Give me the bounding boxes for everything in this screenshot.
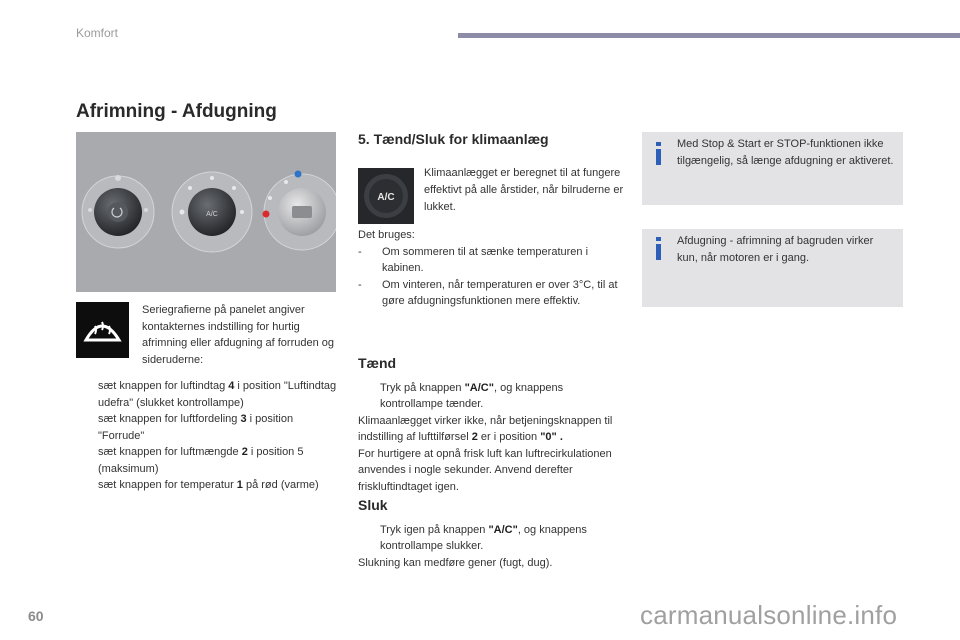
info-icon — [656, 142, 661, 146]
turn-off-heading: Sluk — [358, 497, 388, 513]
info-text: Med Stop & Start er STOP-funktionen ikke tilgængelig, så længe afdugning er aktiveret. — [677, 138, 894, 167]
dash-marker: - — [358, 245, 362, 258]
usage-intro: Det bruges: — [358, 229, 415, 241]
ac-heading: 5. Tænd/Sluk for klimaanlæg — [358, 131, 549, 147]
list-item: sæt knappen for temperatur 1 på rød (varme) — [98, 479, 319, 491]
watermark: carmanualsonline.info — [640, 600, 898, 630]
usage-block — [358, 227, 620, 310]
list-item: - Om vinteren, når temperaturen er over 3°C, til at gøre afdugningsfunktionen mere effektiv. — [358, 278, 618, 307]
panel-description: Seriegrafierne på panelet angiver kontakternes indstilling for hurtig afrimning eller afdugning af forruden og sideruderne: — [142, 304, 335, 366]
turn-off-section — [358, 497, 620, 571]
turn-on-note: Klimaanlægget virker ikke, når betjeningsknappen til indstilling af lufttilførsel 2 er i position "0" . — [358, 414, 613, 443]
list-item: Tryk igen på knappen "A/C", og knappens kontrollampe slukker. — [380, 523, 587, 552]
turn-on-tip: For hurtigere at opnå frisk luft kan luftrecirkulationen anvendes i nogle sekunder. Anvend derefter friskluftindtaget igen. — [358, 447, 612, 493]
dial-ac-label: A/C — [206, 211, 218, 218]
air-intake-dial[interactable] — [82, 175, 154, 248]
ac-intro-text: Klimaanlægget er beregnet til at fungere effektivt på alle årstider, når bilruderne er lukket. — [424, 167, 624, 213]
turn-on-section — [358, 355, 620, 495]
page-title: Afrimning - Afdugning — [76, 101, 277, 122]
dash-marker: - — [358, 278, 362, 291]
list-item: sæt knappen for luftmængde 2 i position 5 (maksimum) — [98, 446, 304, 475]
section-label: Komfort — [76, 26, 119, 40]
ac-button-image — [358, 168, 414, 224]
list-item: Tryk på knappen "A/C", og knappens kontrollampe tænder. — [380, 381, 564, 410]
page-number: 60 — [28, 608, 44, 624]
ac-button-label: A/C — [377, 192, 395, 203]
list-item: - Om sommeren til at sænke temperaturen i kabinen. — [358, 245, 589, 274]
air-distribution-dial[interactable] — [172, 172, 252, 252]
defrost-icon — [76, 302, 129, 358]
info-box-rear-defrost — [642, 229, 903, 307]
list-item: sæt knappen for luftfordeling 3 i position "Forrude" — [98, 413, 294, 442]
turn-on-heading: Tænd — [358, 355, 397, 371]
control-panel-image — [76, 132, 336, 292]
info-icon — [656, 237, 661, 241]
list-item: sæt knappen for luftindtag 4 i position "Luftindtag udefra" (slukket kontrollampe) — [98, 380, 337, 409]
temperature-dial[interactable] — [263, 171, 337, 251]
info-box-stop-start — [642, 132, 903, 205]
header-bar — [458, 33, 960, 38]
defrost-steps — [76, 378, 338, 494]
info-text: Afdugning - afrimning af bagruden virker kun, når motoren er i gang. — [677, 235, 874, 264]
turn-off-note: Slukning kan medføre gener (fugt, dug). — [358, 556, 553, 569]
